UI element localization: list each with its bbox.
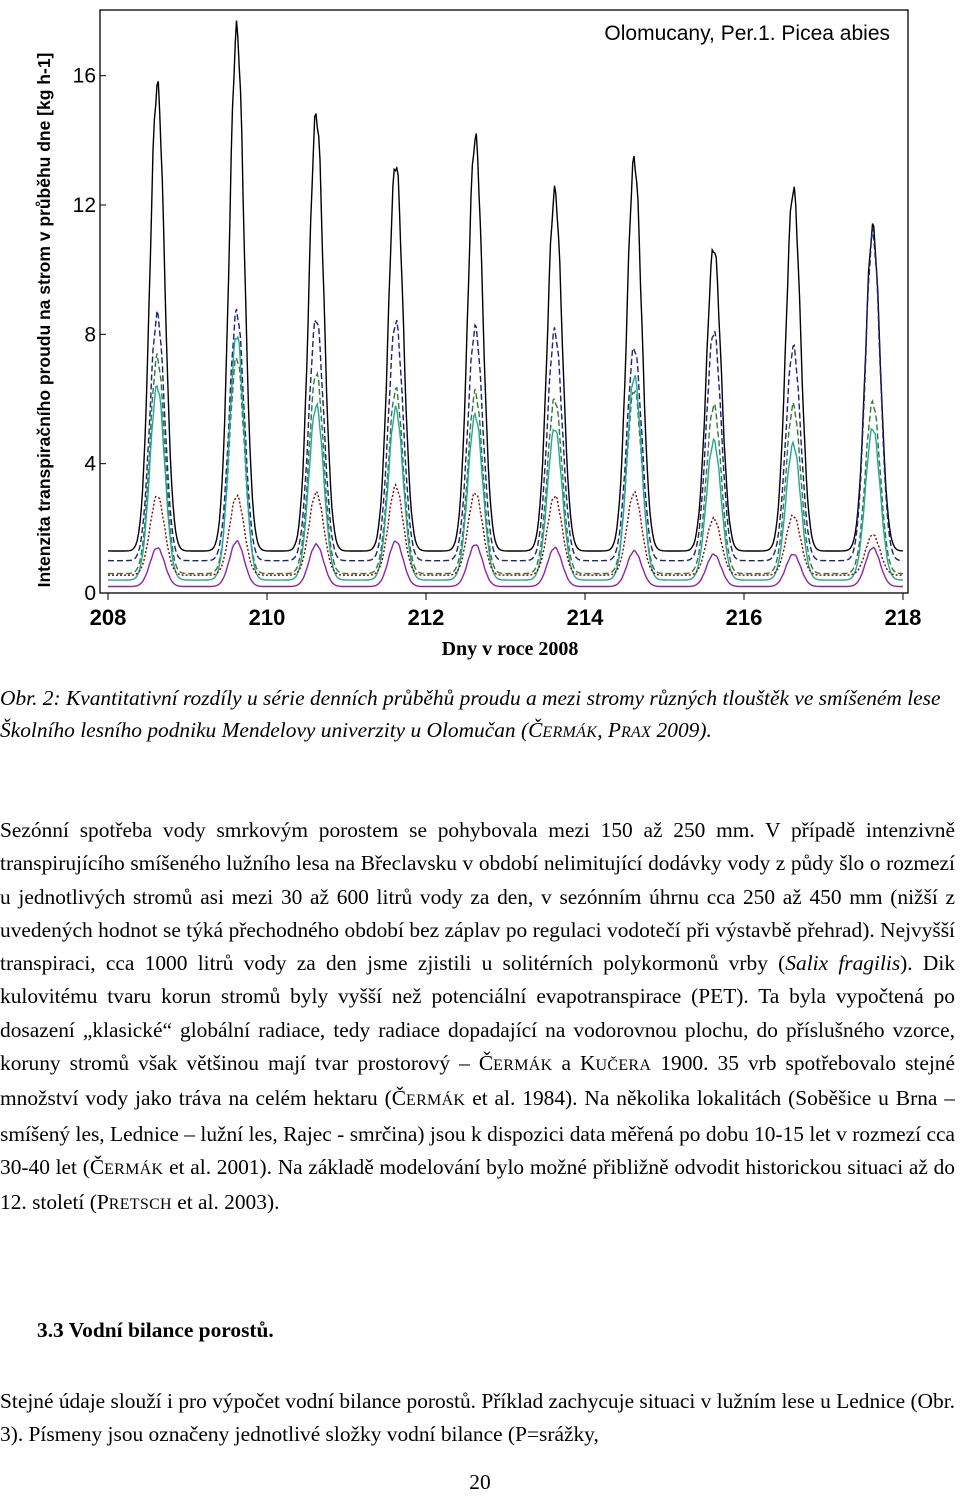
para1-smallcaps-1: ERMÁK <box>493 1057 553 1075</box>
chart-title: Olomucany, Per.1. Picea abies <box>604 22 890 45</box>
para1-text-4: 1900. 35 vrb spotřebovalo stejné množství vody jako tráva na celém hektaru (Č <box>0 1051 955 1111</box>
para1-text-3: a K <box>552 1051 596 1076</box>
caption-text-1: Obr. 2: Kvantitativní rozdíly u série denních průběhů proudu a mezi stromy různých tlouštěk ve smíšeném lese Školního lesního podniku Mendelovy univerzity u Olomučan (Č <box>0 686 941 742</box>
x-tick-label: 216 <box>725 605 763 630</box>
series-line-4 <box>108 337 903 580</box>
body-paragraph-1 <box>0 814 955 1222</box>
y-tick-label: 16 <box>72 64 96 88</box>
caption-text-2: , P <box>597 718 621 742</box>
y-tick-label: 0 <box>84 582 96 605</box>
section-heading: 3.3 Vodní bilance porostů. <box>37 1318 274 1342</box>
y-axis-label: Intenzita transpiračního proudu na strom v průběhu dne [kg h-1] <box>34 52 54 588</box>
x-tick-label: 214 <box>566 605 604 630</box>
para1-smallcaps-4: ERMÁK <box>104 1160 164 1178</box>
series-layer <box>108 21 903 587</box>
caption-smallcaps-2: RAX <box>620 724 652 741</box>
y-tick-label: 8 <box>84 323 96 347</box>
transpiration-chart <box>0 0 960 665</box>
para1-text-2: ). Dik kulovitému tvaru korun stromů byly vyšší než potenciální evapotranspirace (PET). Ta byla vypočtená po dosazení „klasické“ globální radiace, tedy radiace dopadající na vodorovnou plochu, do příslušného vzorce, koruny stromů však většinou mají tvar prostorový – Č <box>0 951 956 1076</box>
x-axis-label: Dny v roce 2008 <box>441 638 579 660</box>
figure-caption <box>0 682 955 749</box>
para1-text-5: et al. 1984). Na několika lokalitách (Soběšice u Brna – smíšený les, Lednice – lužní les, Rajec - smrčina) jsou k dispozici data měřená po dobu 10-15 let v rozmezí cca 30-40 let (Č <box>0 1086 955 1179</box>
para1-smallcaps-3: ERMÁK <box>406 1092 466 1110</box>
chart-svg <box>0 0 960 665</box>
x-tick-label: 208 <box>89 605 127 630</box>
y-tick-label: 12 <box>72 194 96 217</box>
x-tick-label: 210 <box>248 605 286 630</box>
y-tick-label: 4 <box>84 452 96 476</box>
caption-smallcaps-1: ERMÁK <box>542 724 598 741</box>
x-tick-label: 212 <box>407 605 445 630</box>
body-paragraph-2: Stejné údaje slouží i pro výpočet vodní bilance porostů. Příklad zachycuje situaci v lužním lese u Lednice (Obr. 3). Písmeny jsou označeny jednotlivé složky vodní bilance (P=srážky, <box>0 1389 955 1447</box>
x-tick-label: 218 <box>884 605 922 630</box>
page-number: 20 <box>469 1470 491 1494</box>
caption-text-3: 2009). <box>651 718 712 742</box>
para1-text-7: et al. 2003). <box>171 1190 280 1215</box>
para1-smallcaps-2: UČERA <box>595 1057 652 1075</box>
para1-smallcaps-5: RETSCH <box>108 1196 172 1214</box>
para1-text-1: Sezónní spotřeba vody smrkovým porostem se pohybovala mezi 150 až 250 mm. V případě intenzivně transpirujícího smíšeného lužního lesa na Břeclavsku v období nelimitující dodávky vody z půdy šlo o rozmezí u jednotlivých stromů asi mezi 30 až 600 litrů vody za den, v sezónním úhrnu cca 250 až 450 mm (nižší z uvedených hodnot se týká přechodného období bez záplav po regulaci vodotečí při výstavbě přehrad). Nejvyšší transpiraci, cca 1000 litrů vody za den jsme zjistili u solitérních polykormonů vrby ( <box>0 818 955 976</box>
para1-text-6: et al. 2001). Na základě modelování bylo možné přibližně odvodit historickou situaci až do 12. století (P <box>0 1154 955 1215</box>
para1-species-name: Salix fragilis <box>785 951 901 976</box>
